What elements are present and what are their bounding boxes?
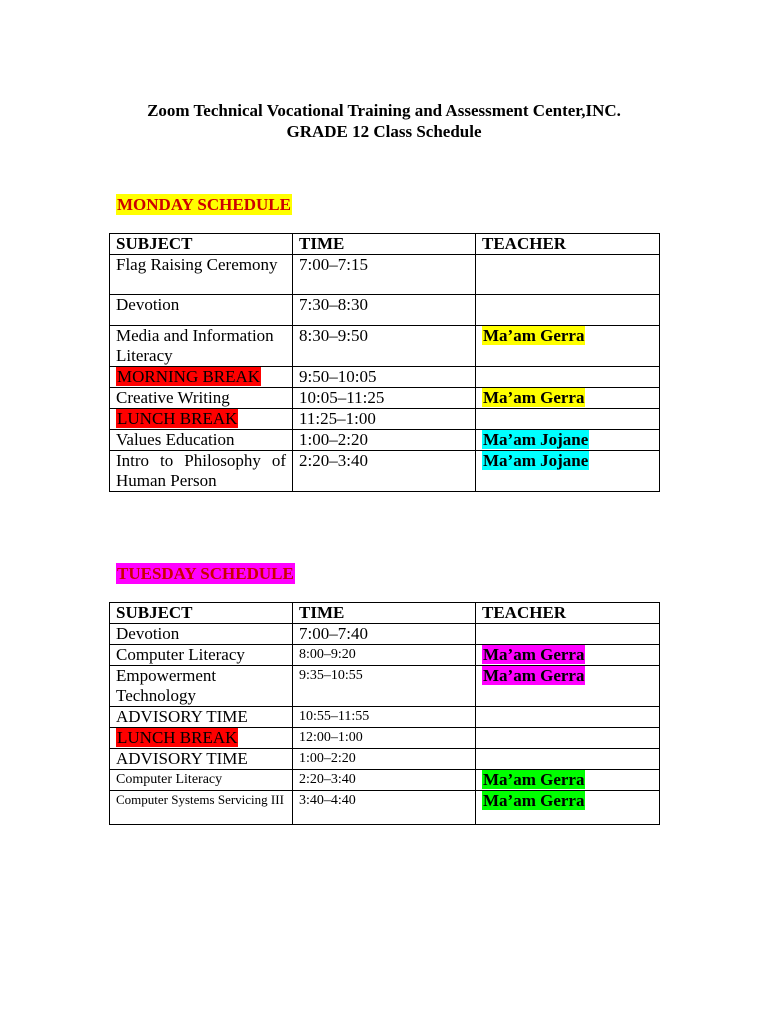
- teacher-highlight: Ma’am Gerra: [483, 770, 585, 789]
- table-row: [110, 295, 660, 326]
- table-row: [110, 645, 660, 666]
- table-row: [110, 255, 660, 295]
- time-cell: 7:00–7:15: [293, 255, 476, 295]
- teacher-highlight: Ma’am Jojane: [483, 430, 589, 449]
- teacher-highlight: Ma’am Gerra: [483, 791, 585, 810]
- teacher-highlight: Ma’am Jojane: [483, 451, 589, 470]
- teacher-cell: [476, 791, 660, 825]
- subject-cell: [110, 367, 293, 388]
- table-row: [110, 666, 660, 707]
- time-cell: 8:30–9:50: [293, 326, 476, 367]
- time-cell: 11:25–1:00: [293, 409, 476, 430]
- teacher-cell: [476, 451, 660, 492]
- time-cell: 9:35–10:55: [293, 666, 476, 707]
- teacher-highlight: Ma’am Gerra: [483, 645, 585, 664]
- time-cell: 10:55–11:55: [293, 707, 476, 728]
- subject-cell: Empowerment Technology: [110, 666, 293, 707]
- subject-cell: Media and Information Literacy: [110, 326, 293, 367]
- table-row: [110, 326, 660, 367]
- break-label: MORNING BREAK: [117, 367, 261, 386]
- time-cell: 7:00–7:40: [293, 624, 476, 645]
- monday-schedule-table: [109, 233, 660, 492]
- subject-cell: ADVISORY TIME: [110, 749, 293, 770]
- table-row: [110, 749, 660, 770]
- subject-cell: Intro to Philosophy of Human Person: [110, 451, 293, 492]
- table-row: [110, 409, 660, 430]
- table-header-row: [110, 603, 660, 624]
- tuesday-schedule-table: [109, 602, 660, 825]
- time-cell: 2:20–3:40: [293, 451, 476, 492]
- document-subtitle: GRADE 12 Class Schedule: [286, 122, 482, 141]
- teacher-cell: [476, 707, 660, 728]
- teacher-highlight: Ma’am Gerra: [483, 666, 585, 685]
- table-row: [110, 430, 660, 451]
- column-header-time: TIME: [293, 603, 476, 624]
- teacher-cell: [476, 409, 660, 430]
- table-header-row: [110, 234, 660, 255]
- table-row: [110, 388, 660, 409]
- time-cell: 1:00–2:20: [293, 430, 476, 451]
- subject-cell: Values Education: [110, 430, 293, 451]
- time-cell: 10:05–11:25: [293, 388, 476, 409]
- time-cell: 1:00–2:20: [293, 749, 476, 770]
- teacher-cell: [476, 326, 660, 367]
- time-cell: 12:00–1:00: [293, 728, 476, 749]
- column-header-time: TIME: [293, 234, 476, 255]
- table-row: [110, 451, 660, 492]
- time-cell: 2:20–3:40: [293, 770, 476, 791]
- time-cell: 7:30–8:30: [293, 295, 476, 326]
- subject-cell: Flag Raising Ceremony: [110, 255, 293, 295]
- table-row: [110, 624, 660, 645]
- subject-cell: [110, 409, 293, 430]
- table-row: [110, 791, 660, 825]
- teacher-cell: [476, 367, 660, 388]
- teacher-cell: [476, 295, 660, 326]
- subject-cell: Devotion: [110, 624, 293, 645]
- subject-cell: Devotion: [110, 295, 293, 326]
- subject-cell: Computer Systems Servicing III: [110, 791, 293, 825]
- monday-heading: MONDAY SCHEDULE: [117, 195, 291, 214]
- break-label: LUNCH BREAK: [117, 728, 238, 747]
- subject-cell: [110, 728, 293, 749]
- teacher-cell: [476, 430, 660, 451]
- break-label: LUNCH BREAK: [117, 409, 238, 428]
- subject-cell: Computer Literacy: [110, 645, 293, 666]
- table-row: [110, 728, 660, 749]
- teacher-cell: [476, 666, 660, 707]
- column-header-teacher: TEACHER: [476, 603, 660, 624]
- teacher-cell: [476, 645, 660, 666]
- column-header-subject: SUBJECT: [110, 603, 293, 624]
- tuesday-heading: TUESDAY SCHEDULE: [117, 564, 294, 583]
- subject-cell: ADVISORY TIME: [110, 707, 293, 728]
- teacher-cell: [476, 624, 660, 645]
- document-title: Zoom Technical Vocational Training and Assessment Center,INC.: [147, 101, 621, 120]
- table-row: [110, 770, 660, 791]
- time-cell: 3:40–4:40: [293, 791, 476, 825]
- teacher-cell: [476, 770, 660, 791]
- teacher-cell: [476, 749, 660, 770]
- teacher-cell: [476, 728, 660, 749]
- time-cell: 9:50–10:05: [293, 367, 476, 388]
- subject-cell: Computer Literacy: [110, 770, 293, 791]
- teacher-cell: [476, 255, 660, 295]
- teacher-highlight: Ma’am Gerra: [483, 326, 585, 345]
- column-header-teacher: TEACHER: [476, 234, 660, 255]
- time-cell: 8:00–9:20: [293, 645, 476, 666]
- column-header-subject: SUBJECT: [110, 234, 293, 255]
- table-row: [110, 367, 660, 388]
- teacher-cell: [476, 388, 660, 409]
- teacher-highlight: Ma’am Gerra: [483, 388, 585, 407]
- subject-cell: Creative Writing: [110, 388, 293, 409]
- table-row: [110, 707, 660, 728]
